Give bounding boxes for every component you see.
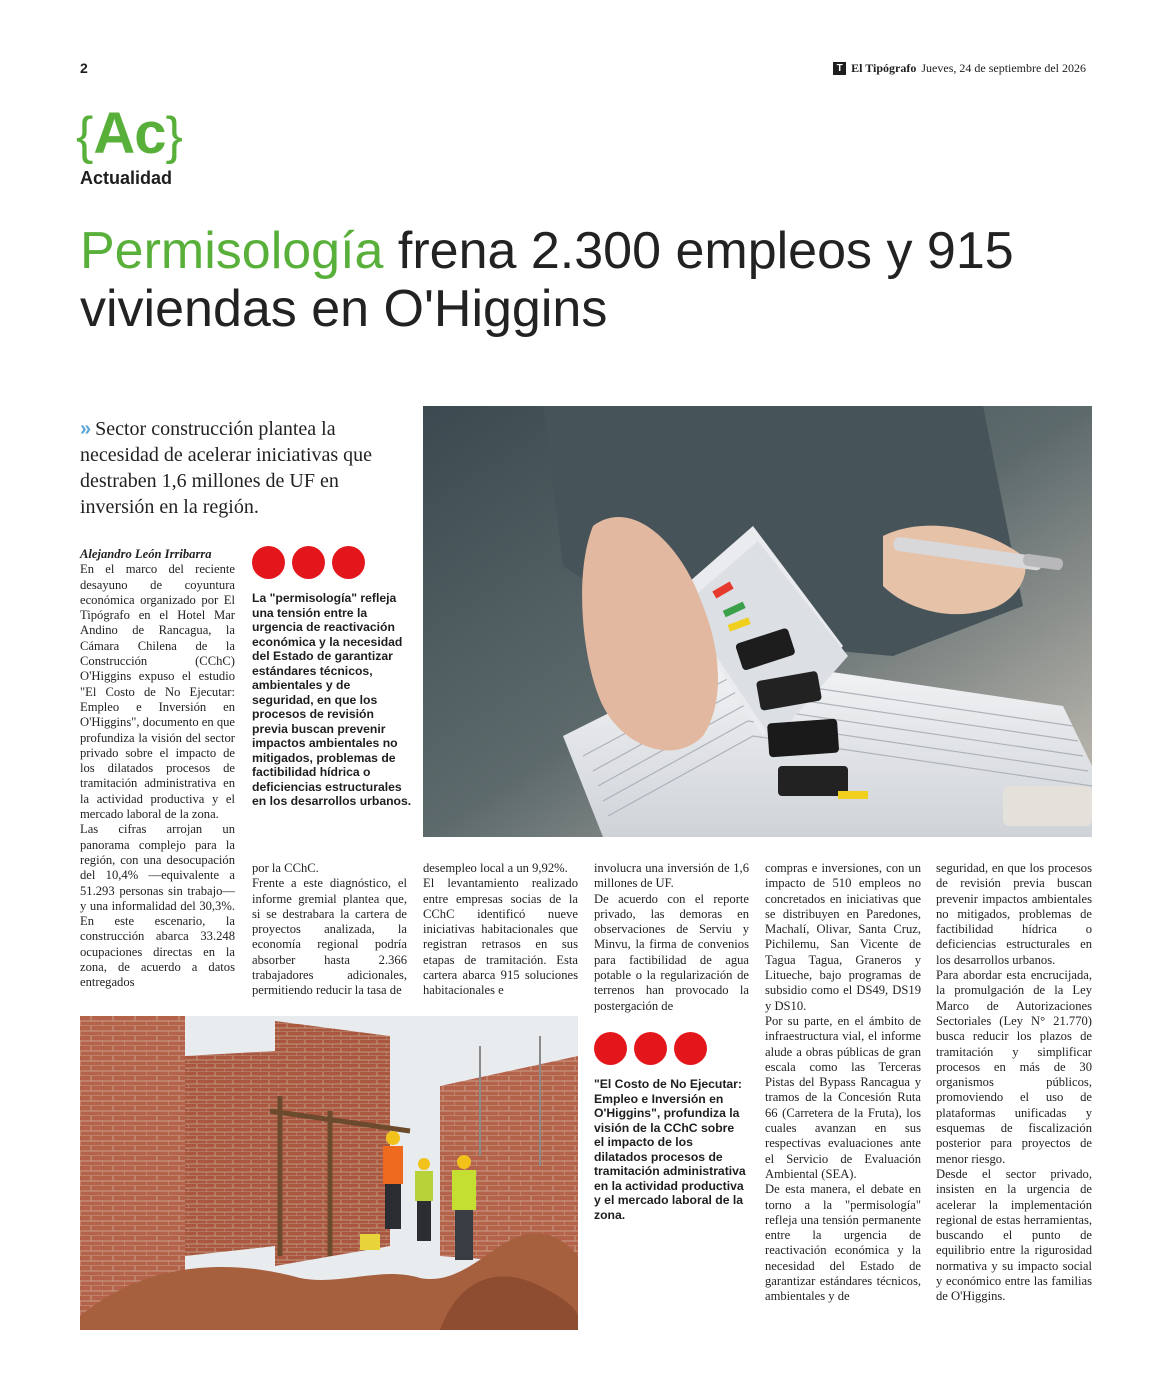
paragraph: Frente a este diagnóstico, el informe gremial plantea que, si se destrabara la cartera de proyectos analizada, la economía regional podría absorber hasta 2.366 trabajadores adicionales, permitiendo reducir la tasa de <box>252 876 407 998</box>
pull-quote-1 <box>252 546 412 809</box>
paragraph: Para abordar esta encrucijada, la promulgación de la Ley Marco de Autorizaciones Sectoriales (Ley N° 21.770) busca reducir los plazos de tramitación y simplificar procesos en más de 30 organismos públicos, promoviendo el uso de plataformas unificadas y esquemas de fiscalización posterior para proyectos de menor riesgo. <box>936 968 1092 1166</box>
brace-left-icon: { <box>76 107 94 165</box>
pull-quote-text: "El Costo de No Ejecutar: Empleo e Inversión en O'Higgins", profundiza la visión de la CChC sobre el impacto de los dilatados procesos de tramitación administrativa en la actividad productiva y el mercado laboral de la zona. <box>594 1077 746 1222</box>
paragraph: Por su parte, en el ámbito de infraestructura vial, el informe alude a obras públicas de gran escala como las Terceras Pistas del Bypass Rancagua y tramos de la Concesión Ruta 66 (Carretera de la Fruta), los cuales avanzan en sus respectivas evaluaciones ante el Servicio de Evaluación Ambiental (SEA). <box>765 1013 921 1181</box>
pull-quote-2 <box>594 1032 746 1222</box>
body-column-3 <box>423 861 578 999</box>
body-column-1 <box>80 547 235 991</box>
byline: Alejandro León Irribarra <box>80 547 212 561</box>
headline-highlight: Permisología <box>80 222 384 280</box>
paragraph: desempleo local a un 9,92%. <box>423 861 568 875</box>
pull-quote-text: La "permisología" refleja una tensión entre la urgencia de reactivación económica y la necesidad del Estado de garantizar estándares técnicos, ambientales y de seguridad, en que los procesos de revisión previa buscan prevenir impactos ambientales no mitigados, problemas de factibilidad hídrica o deficiencias estructurales en los desarrollos urbanos. <box>252 591 412 808</box>
paragraph: compras e inversiones, con un impacto de 510 empleos no concretados en iniciativas que se distribuyen en Paredones, Machalí, Olivar, Santa Cruz, Pichilemu, San Vicente de Tagua Tagua, Graneros y Litueche, bajo programas de subsidio como el DS49, DS19 y DS10. <box>765 861 921 1013</box>
documents-photo <box>423 406 1092 837</box>
deck-marker-icon: » <box>80 418 92 440</box>
issue-date: Jueves, 24 de septiembre del 2026 <box>921 61 1086 75</box>
quote-dots-icon <box>252 546 412 579</box>
paragraph: De esta manera, el debate en torno a la "permisología" refleja una tensión permanente entre la urgencia de reactivación económica y la necesidad del Estado de garantizar estándares técnicos, ambientales y de <box>765 1182 921 1304</box>
paragraph: seguridad, en que los procesos de revisión previa buscan prevenir impactos ambientales no mitigados, problemas de factibilidad hídrica o deficiencias estructurales en los desarrollos urbanos. <box>936 861 1092 967</box>
body-column-6 <box>936 861 1092 1305</box>
body-column-2 <box>252 861 407 999</box>
masthead <box>833 61 1086 76</box>
deck <box>80 416 400 520</box>
paragraph: por la CChC. <box>252 861 319 875</box>
page-number: 2 <box>80 60 88 76</box>
quote-dots-icon <box>594 1032 746 1065</box>
masthead-name: El Tipógrafo <box>851 61 917 75</box>
paragraph: En el marco del reciente desayuno de coyuntura económica organizado por El Tipógrafo en el Hotel Mar Andino de Rancagua, la Cámara Chilena de la Construcción (CChC) O'Higgins expuso el estudio "El Costo de No Ejecutar: Empleo e Inversión en O'Higgins", documento en que profundiza la visión del sector privado sobre el impacto de los dilatados procesos de tramitación administrativa en la actividad productiva y el mercado laboral de la zona. <box>80 562 236 822</box>
brace-right-icon: } <box>165 107 183 165</box>
paragraph: De acuerdo con el reporte privado, las demoras en observaciones de Serviu y Minvu, la firma de convenios para factibilidad de agua potable o la regularización de terrenos han provocado la postergación de <box>594 891 749 1013</box>
construction-photo <box>80 1016 578 1330</box>
body-column-5 <box>765 861 921 1305</box>
section-name: Actualidad <box>80 168 173 188</box>
section-badge: {Ac} <box>76 101 183 166</box>
paragraph: Las cifras arrojan un panorama complejo para la región, con una desocupación del 10,4% —equivalente a 51.293 personas sin trabajo— y una informalidad del 30,3%. En este escenario, la construcción abarca 33.248 ocupaciones directas en la zona, de acuerdo a datos entregados <box>80 822 235 990</box>
body-column-4 <box>594 861 749 1014</box>
masthead-logo-icon: T <box>833 62 846 75</box>
deck-text: Sector construcción plantea la necesidad de acelerar iniciativas que destraben 1,6 millones de UF en inversión en la región. <box>80 418 373 518</box>
paragraph: El levantamiento realizado entre empresas socias de la CChC identificó nueve iniciativas habitacionales que registran retrasos en sus etapas de tramitación. Esta cartera abarca 915 soluciones habitacionales e <box>423 876 578 998</box>
paragraph: involucra una inversión de 1,6 millones de UF. <box>594 861 749 891</box>
headline-rest: frena 2.300 empleos y 915 viviendas en O'Higgins <box>80 222 1014 338</box>
paragraph: Desde el sector privado, insisten en la urgencia de acelerar la implementación regional de estas herramientas, buscando el punto de equilibrio entre la rigurosidad normativa y su impacto social y económico entre las familias de O'Higgins. <box>936 1166 1092 1304</box>
headline <box>80 222 1090 338</box>
